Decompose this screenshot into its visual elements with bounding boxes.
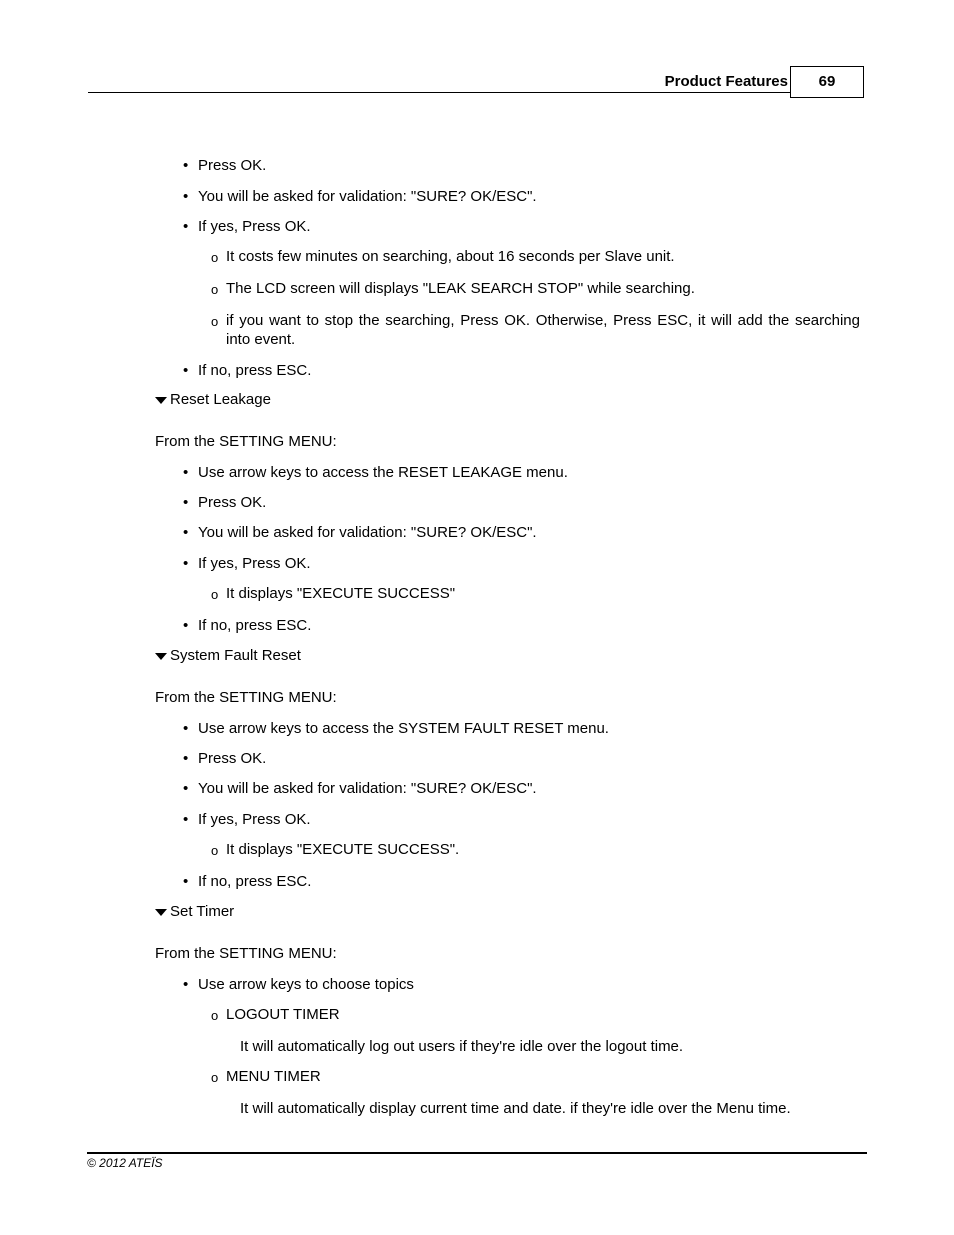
topic-description: It will automatically log out users if they're idle over the logout time. (240, 1038, 684, 1055)
list-item: Use arrow keys to choose topics (198, 976, 414, 993)
circle-bullet-icon: o (211, 250, 219, 265)
bullet-icon: • (183, 218, 189, 235)
circle-bullet-icon: o (211, 282, 219, 297)
circle-bullet-icon: o (211, 314, 219, 329)
circle-bullet-icon: o (211, 843, 219, 858)
section-intro: From the SETTING MENU: (155, 945, 337, 962)
list-item: If yes, Press OK. (198, 555, 311, 572)
circle-bullet-icon: o (211, 1070, 219, 1085)
list-item: Use arrow keys to access the SYSTEM FAULT RESET menu. (198, 720, 609, 737)
circle-bullet-icon: o (211, 587, 219, 602)
list-item: If no, press ESC. (198, 362, 312, 379)
bullet-icon: • (183, 524, 189, 541)
footer-copyright: © 2012 ATEÏS (87, 1156, 163, 1170)
sub-list-item: It costs few minutes on searching, about 16 seconds per Slave unit. (226, 248, 675, 265)
list-item: You will be asked for validation: "SURE? OK/ESC". (198, 188, 537, 205)
bullet-icon: • (183, 494, 189, 511)
sub-list-item: LOGOUT TIMER (226, 1006, 340, 1023)
bullet-icon: • (183, 555, 189, 572)
section-heading-system-fault-reset[interactable]: System Fault Reset (170, 647, 301, 664)
section-heading-reset-leakage[interactable]: Reset Leakage (170, 391, 271, 408)
bullet-icon: • (183, 464, 189, 481)
list-item: Press OK. (198, 494, 267, 511)
collapse-triangle-icon[interactable] (155, 909, 167, 916)
section-intro: From the SETTING MENU: (155, 689, 337, 706)
list-item: If yes, Press OK. (198, 811, 311, 828)
collapse-triangle-icon[interactable] (155, 653, 167, 660)
bullet-icon: • (183, 780, 189, 797)
list-item: If yes, Press OK. (198, 218, 311, 235)
footer-rule (87, 1152, 867, 1154)
sub-list-item: The LCD screen will displays "LEAK SEARCH STOP" while searching. (226, 280, 695, 297)
sub-list-item: It displays "EXECUTE SUCCESS" (226, 585, 456, 602)
bullet-icon: • (183, 157, 189, 174)
bullet-icon: • (183, 750, 189, 767)
circle-bullet-icon: o (211, 1008, 219, 1023)
bullet-icon: • (183, 720, 189, 737)
section-intro: From the SETTING MENU: (155, 433, 337, 450)
list-item: Use arrow keys to access the RESET LEAKAGE menu. (198, 464, 568, 481)
sub-list-item: MENU TIMER (226, 1068, 321, 1085)
page-number: 69 (790, 66, 864, 98)
collapse-triangle-icon[interactable] (155, 397, 167, 404)
bullet-icon: • (183, 811, 189, 828)
sub-list-item: It displays "EXECUTE SUCCESS". (226, 841, 460, 858)
bullet-icon: • (183, 976, 189, 993)
list-item: Press OK. (198, 750, 267, 767)
list-item: You will be asked for validation: "SURE? OK/ESC". (198, 780, 537, 797)
bullet-icon: • (183, 617, 189, 634)
bullet-icon: • (183, 362, 189, 379)
running-header-title: Product Features (664, 73, 788, 90)
list-item: You will be asked for validation: "SURE? OK/ESC". (198, 524, 537, 541)
header-rule (88, 92, 790, 93)
bullet-icon: • (183, 873, 189, 890)
sub-list-item: if you want to stop the searching, Press OK. Otherwise, Press ESC, it will add the searching into event. (226, 312, 860, 348)
bullet-icon: • (183, 188, 189, 205)
list-item: If no, press ESC. (198, 873, 312, 890)
topic-description: It will automatically display current time and date. if they're idle over the Menu time. (240, 1100, 791, 1117)
section-heading-set-timer[interactable]: Set Timer (170, 903, 235, 920)
list-item: Press OK. (198, 157, 267, 174)
list-item: If no, press ESC. (198, 617, 312, 634)
